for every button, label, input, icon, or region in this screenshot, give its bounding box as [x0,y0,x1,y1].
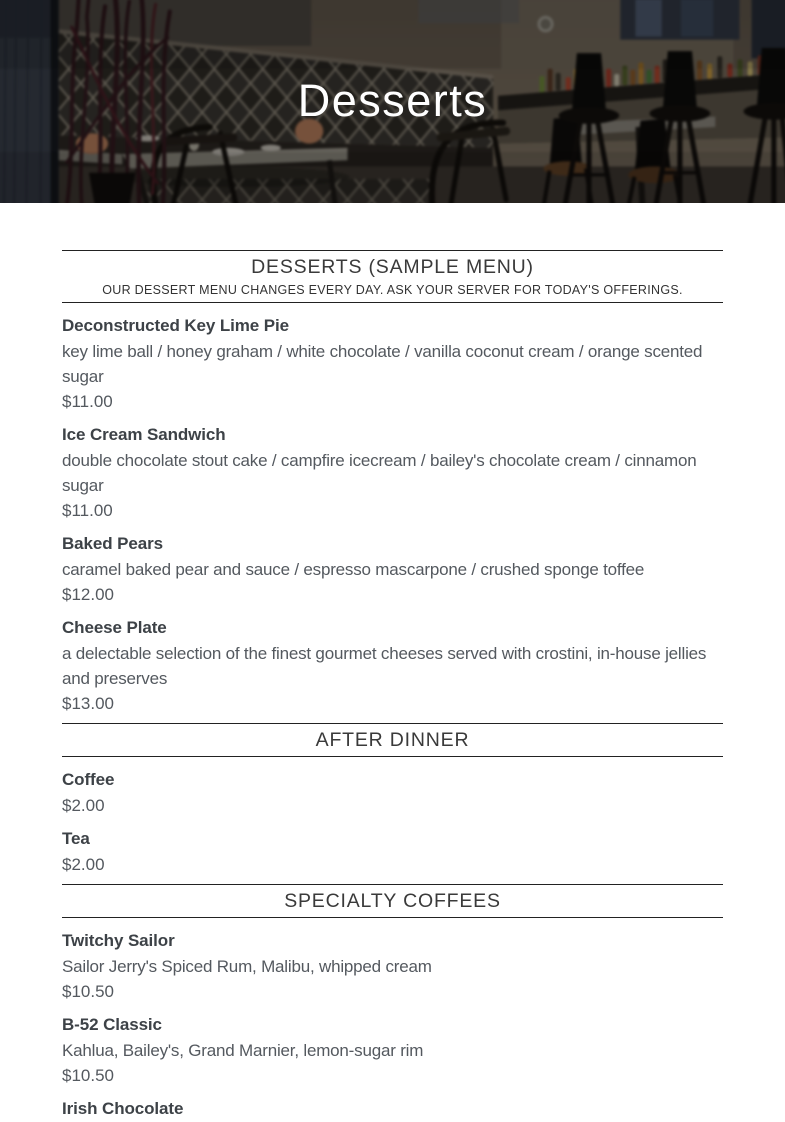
section-subtitle: OUR DESSERT MENU CHANGES EVERY DAY. ASK YOUR SERVER FOR TODAY'S OFFERINGS. [102,283,683,297]
item-price: $12.00 [62,585,114,604]
menu-section-specialty-coffees [62,884,723,1122]
item-name: Deconstructed Key Lime Pie [62,316,289,335]
menu-item [62,927,723,1004]
menu-section-desserts [62,250,723,716]
item-name: Baked Pears [62,534,163,553]
section-title: DESSERTS (SAMPLE MENU) [251,256,534,278]
item-price: $2.00 [62,796,105,815]
item-name: Irish Chocolate [62,1099,184,1118]
item-name: Tea [62,829,90,848]
menu-section-after-dinner [62,723,723,877]
section-title: SPECIALTY COFFEES [284,890,501,912]
menu-item [62,530,723,607]
item-price: $11.00 [62,501,113,520]
item-price: $10.50 [62,1066,114,1085]
page-title: Desserts [297,75,488,126]
section-header [62,884,723,918]
item-name: B-52 Classic [62,1015,162,1034]
menu-item [62,421,723,523]
section-header [62,250,723,303]
menu-item [62,766,723,818]
item-description: Kahlua, Bailey's, Grand Marnier, lemon-sugar rim [62,1041,424,1060]
item-price: $2.00 [62,855,105,874]
section-header [62,723,723,757]
item-description: a delectable selection of the finest gourmet cheeses served with crostini, in-house jellies and preserves [62,644,707,688]
item-description: key lime ball / honey graham / white chocolate / vanilla coconut cream / orange scented sugar [62,342,703,386]
menu-content [62,203,723,1122]
menu-item [62,1011,723,1088]
item-name: Ice Cream Sandwich [62,425,226,444]
item-price: $13.00 [62,694,114,713]
item-name: Twitchy Sailor [62,931,175,950]
item-description: Sailor Jerry's Spiced Rum, Malibu, whipped cream [62,957,432,976]
menu-item [62,614,723,716]
item-description: double chocolate stout cake / campfire icecream / bailey's chocolate cream / cinnamon sugar [62,451,697,495]
item-name: Cheese Plate [62,618,167,637]
menu-item [62,1095,723,1122]
item-price: $11.00 [62,392,113,411]
item-price: $10.50 [62,982,114,1001]
hero-banner [0,0,785,203]
section-title: AFTER DINNER [315,729,470,751]
menu-item [62,312,723,414]
item-description: caramel baked pear and sauce / espresso mascarpone / crushed sponge toffee [62,560,645,579]
menu-item [62,825,723,877]
item-name: Coffee [62,770,115,789]
